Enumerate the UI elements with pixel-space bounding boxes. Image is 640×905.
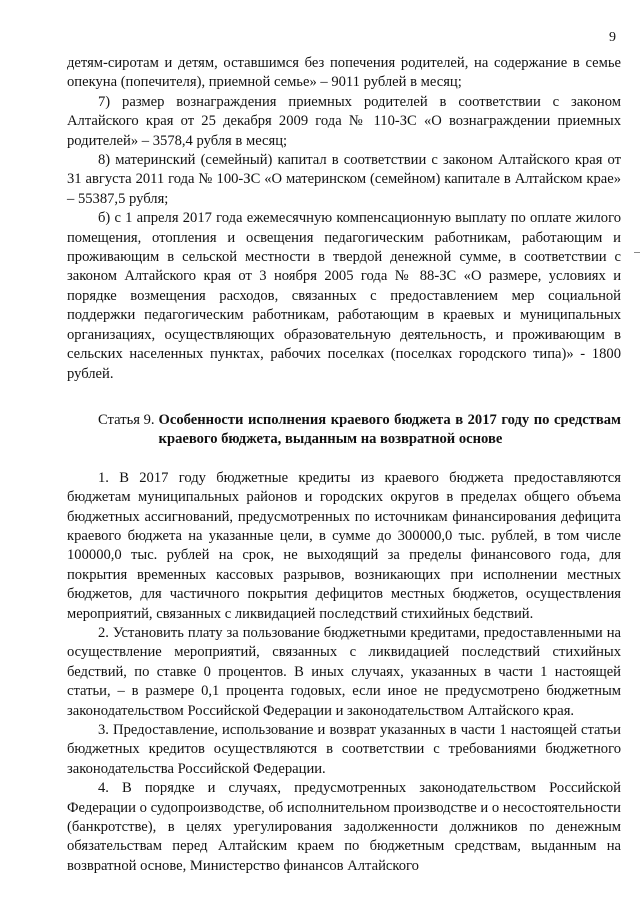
article-title: Особенности исполнения краевого бюджета в 2017 году по средствам краевого бюджета, выданным на возвратной основе xyxy=(158,411,621,448)
paragraph-part-3: 3. Предоставление, использование и возврат указанных в части 1 настоящей статьи бюджетных кредитов осуществляются в соответствии с требованиями бюджетного законодательства Российской Федерации. xyxy=(67,722,621,777)
paragraph-item-7: 7) размер вознаграждения приемных родителей в соответствии с законом Алтайского края от 25 декабря 2009 года № 110-ЗС «О вознаграждении приемных родителей» – 3578,4 рубля в месяц; xyxy=(67,93,621,149)
margin-mark xyxy=(634,252,640,253)
paragraph-item-b: б) с 1 апреля 2017 года ежемесячную компенсационную выплату по оплате жилого помещения, отопления и освещения педагогическим работникам, работающим и проживающим в сельской местности в твердой денежной сумме, в соответствии с законом Алтайского края от 3 ноября 2005 года № 88-ЗС «О размере, условиях и порядке возмещения расходов, связанных с предоставлением мер социальной поддержки педагогическим работникам, работающим в краевых и муниципальных организациях, осуществляющих образовательную деятельность, и проживающим в сельских населенных пунктах, рабочих поселках (поселках городского типа)» - 1800 рублей. xyxy=(67,210,621,382)
article-label: Статья 9. xyxy=(98,411,155,428)
paragraph-part-1: 1. В 2017 году бюджетные кредиты из краевого бюджета предоставляются бюджетам муниципальных районов и городских округов в пределах общего объема бюджетных ассигнований, предусмотренных по источникам финансирования дефицита краевого бюджета на указанные цели, в сумме до 300000,0 тыс. рублей, в том числе 100000,0 тыс. рублей на срок, не выходящий за пределы финансового года, для покрытия временных кассовых разрывов, возникающих при исполнении местных бюджетов, для частичного покрытия дефицитов местных бюджетов, осуществления мероприятий, связанных с ликвидацией последствий стихийных бедствий. xyxy=(67,469,621,622)
page-number: 9 xyxy=(609,30,616,45)
document-body xyxy=(67,54,621,876)
paragraph-item-8: 8) материнский (семейный) капитал в соответствии с законом Алтайского края от 31 августа 2011 года № 100-ЗС «О материнском (семейном) капитале в Алтайском крае» – 55387,5 рубля; xyxy=(67,152,621,207)
paragraph-continuation: детям-сиротам и детям, оставшимся без попечения родителей, на содержание в семье опекуна (попечителя), приемной семье» – 9011 рублей в месяц; xyxy=(67,55,621,91)
paragraph-part-2: 2. Установить плату за пользование бюджетными кредитами, предоставленными на осуществление мероприятий, связанных с ликвидацией последствий стихийных бедствий, по ставке 0 процентов. В иных случаях, указанных в части 1 настоящей статьи, – в размере 0,1 процента годовых, если иное не предусмотрено бюджетным законодательством Российской Федерации и законодательством Алтайского края. xyxy=(67,624,621,719)
paragraph-part-4: 4. В порядке и случаях, предусмотренных законодательством Российской Федерации о судопроизводстве, об исполнительном производстве и о несостоятельности (банкротстве), в целях урегулирования задолженности должников по денежным обязательствам перед Алтайским краем по бюджетным средствам, выданным на возвратной основе, Министерство финансов Алтайского xyxy=(67,780,621,874)
article-heading xyxy=(98,411,621,450)
